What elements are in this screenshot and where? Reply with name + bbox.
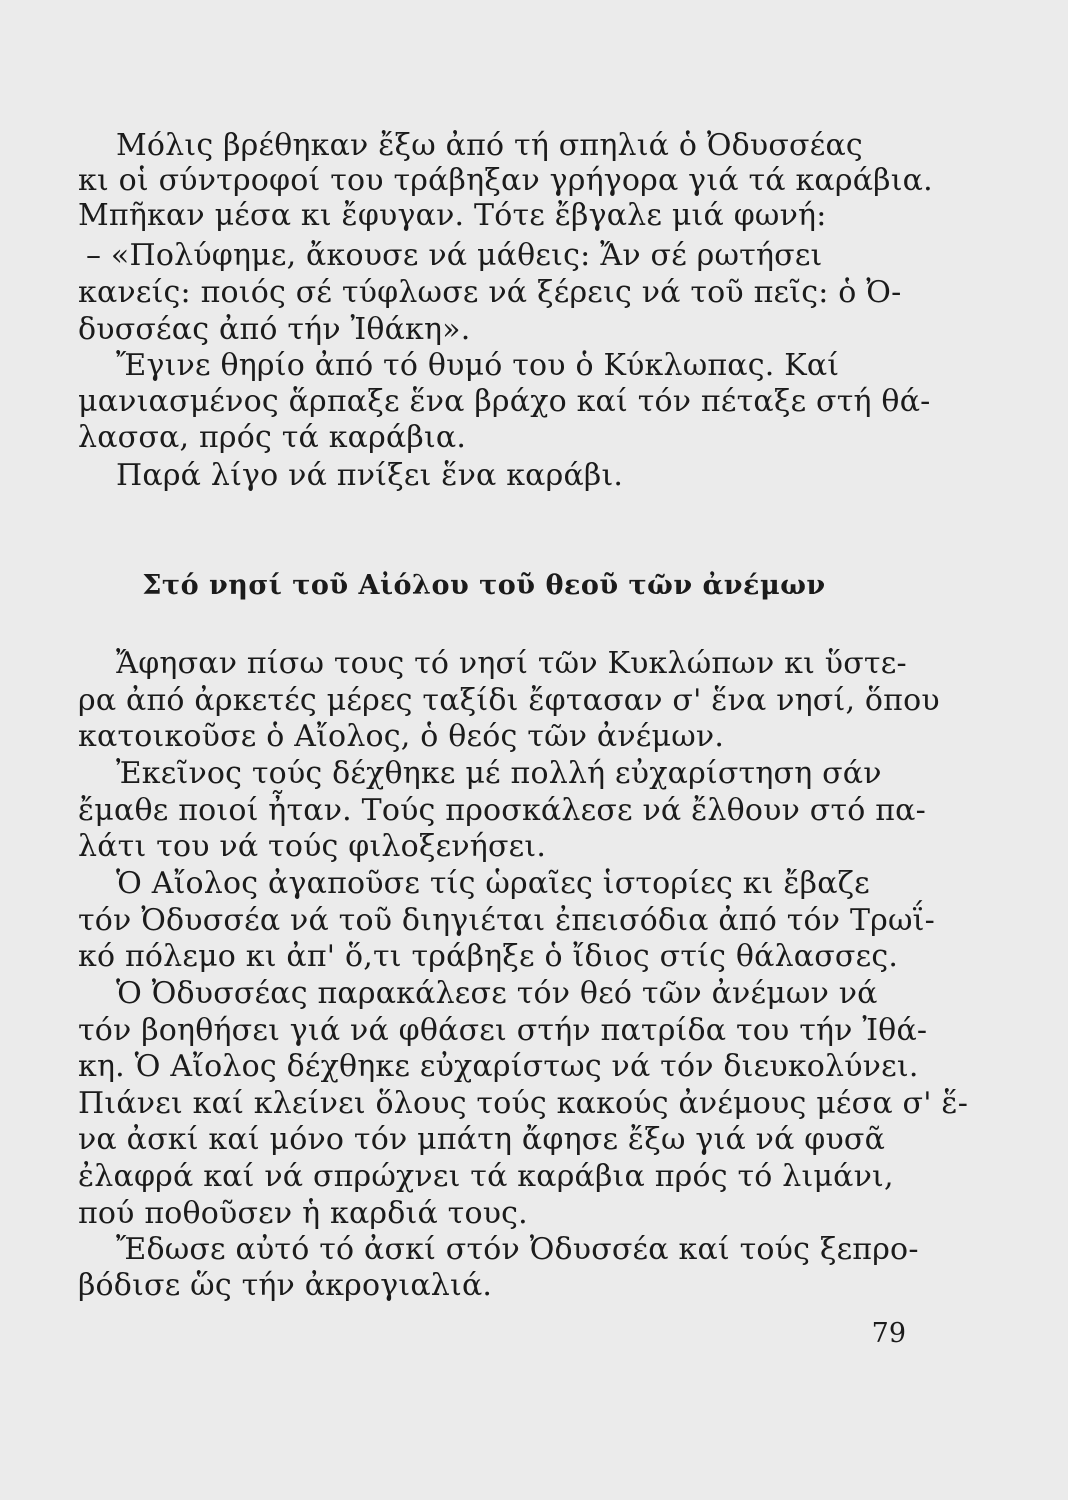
text-line: ἔμαθε ποιοί ἦταν. Τούς προσκάλεσε νά ἔλθουν στό πα- [78,793,926,828]
section-heading: Στό νησί τοῦ Αἰόλου τοῦ θεοῦ τῶν ἀνέμων [142,570,826,601]
text-line: Μόλις βρέθηκαν ἔξω ἀπό τή σπηλιά ὁ Ὀδυσσέας [116,128,863,163]
text-line: λάτι του νά τούς φιλοξενήσει. [78,829,547,864]
text-line: να ἀσκί καί μόνο τόν μπάτη ἄφησε ἔξω γιά νά φυσᾶ [78,1122,886,1157]
text-line: ρα ἀπό ἀρκετές μέρες ταξίδι ἔφτασαν σ' ἕνα νησί, ὅπου [78,683,940,718]
text-line: Ἔδωσε αὐτό τό ἀσκί στόν Ὀδυσσέα καί τούς ξεπρο- [116,1232,919,1267]
text-line: Ἔγινε θηρίο ἀπό τό θυμό του ὁ Κύκλωπας. Καί [116,348,840,383]
text-line: δυσσέας ἀπό τήν Ἰθάκη». [78,312,471,347]
text-line: κό πόλεμο κι ἀπ' ὅ,τι τράβηξε ὁ ἴδιος στίς θάλασσες. [78,939,899,974]
text-line: κανείς: ποιός σέ τύφλωσε νά ξέρεις νά τοῦ πεῖς: ὁ Ὀ- [78,275,902,310]
text-line: πού ποθοῦσεν ἡ καρδιά τους. [78,1196,528,1231]
text-line: Ὁ Ὀδυσσέας παρακάλεσε τόν θεό τῶν ἀνέμων νά [116,976,878,1011]
text-line: κι οἱ σύντροφοί του τράβηξαν γρήγορα γιά τά καράβια. [78,163,933,198]
text-line: Πιάνει καί κλείνει ὅλους τούς κακούς ἀνέμους μέσα σ' ἕ- [78,1086,969,1121]
text-line: Ἄφησαν πίσω τους τό νησί τῶν Κυκλώπων κι ὕστε- [116,646,907,681]
text-line: Ὁ Αἴολος ἀγαποῦσε τίς ὡραῖες ἱστορίες κι ἔβαζε [116,866,870,901]
text-line: κη. Ὁ Αἴολος δέχθηκε εὐχαρίστως νά τόν διευκολύνει. [78,1049,919,1084]
text-line: λασσα, πρός τά καράβια. [78,420,467,455]
text-line: Ἐκεῖνος τούς δέχθηκε μέ πολλή εὐχαρίστηση σάν [116,756,882,791]
text-line: μανιασμένος ἅρπαξε ἕνα βράχο καί τόν πέταξε στή θά- [78,384,931,419]
text-line: Παρά λίγο νά πνίξει ἕνα καράβι. [116,458,624,493]
text-line: κατοικοῦσε ὁ Αἴολος, ὁ θεός τῶν ἀνέμων. [78,719,725,754]
text-line: τόν βοηθήσει γιά νά φθάσει στήν πατρίδα του τήν Ἰθά- [78,1013,928,1048]
text-line: ἐλαφρά καί νά σπρώχνει τά καράβια πρός τό λιμάνι, [78,1159,894,1194]
text-line: Μπῆκαν μέσα κι ἔφυγαν. Τότε ἔβγαλε μιά φωνή: [78,198,827,233]
text-line: βόδισε ὥς τήν ἀκρογιαλιά. [78,1268,493,1303]
page-number: 79 [871,1318,906,1349]
text-line: τόν Ὀδυσσέα νά τοῦ διηγιέται ἐπεισόδια ἀπό τόν Τρωΐ- [78,903,935,938]
text-line: – «Πολύφημε, ἄκουσε νά μάθεις: Ἄν σέ ρωτήσει [86,238,823,273]
